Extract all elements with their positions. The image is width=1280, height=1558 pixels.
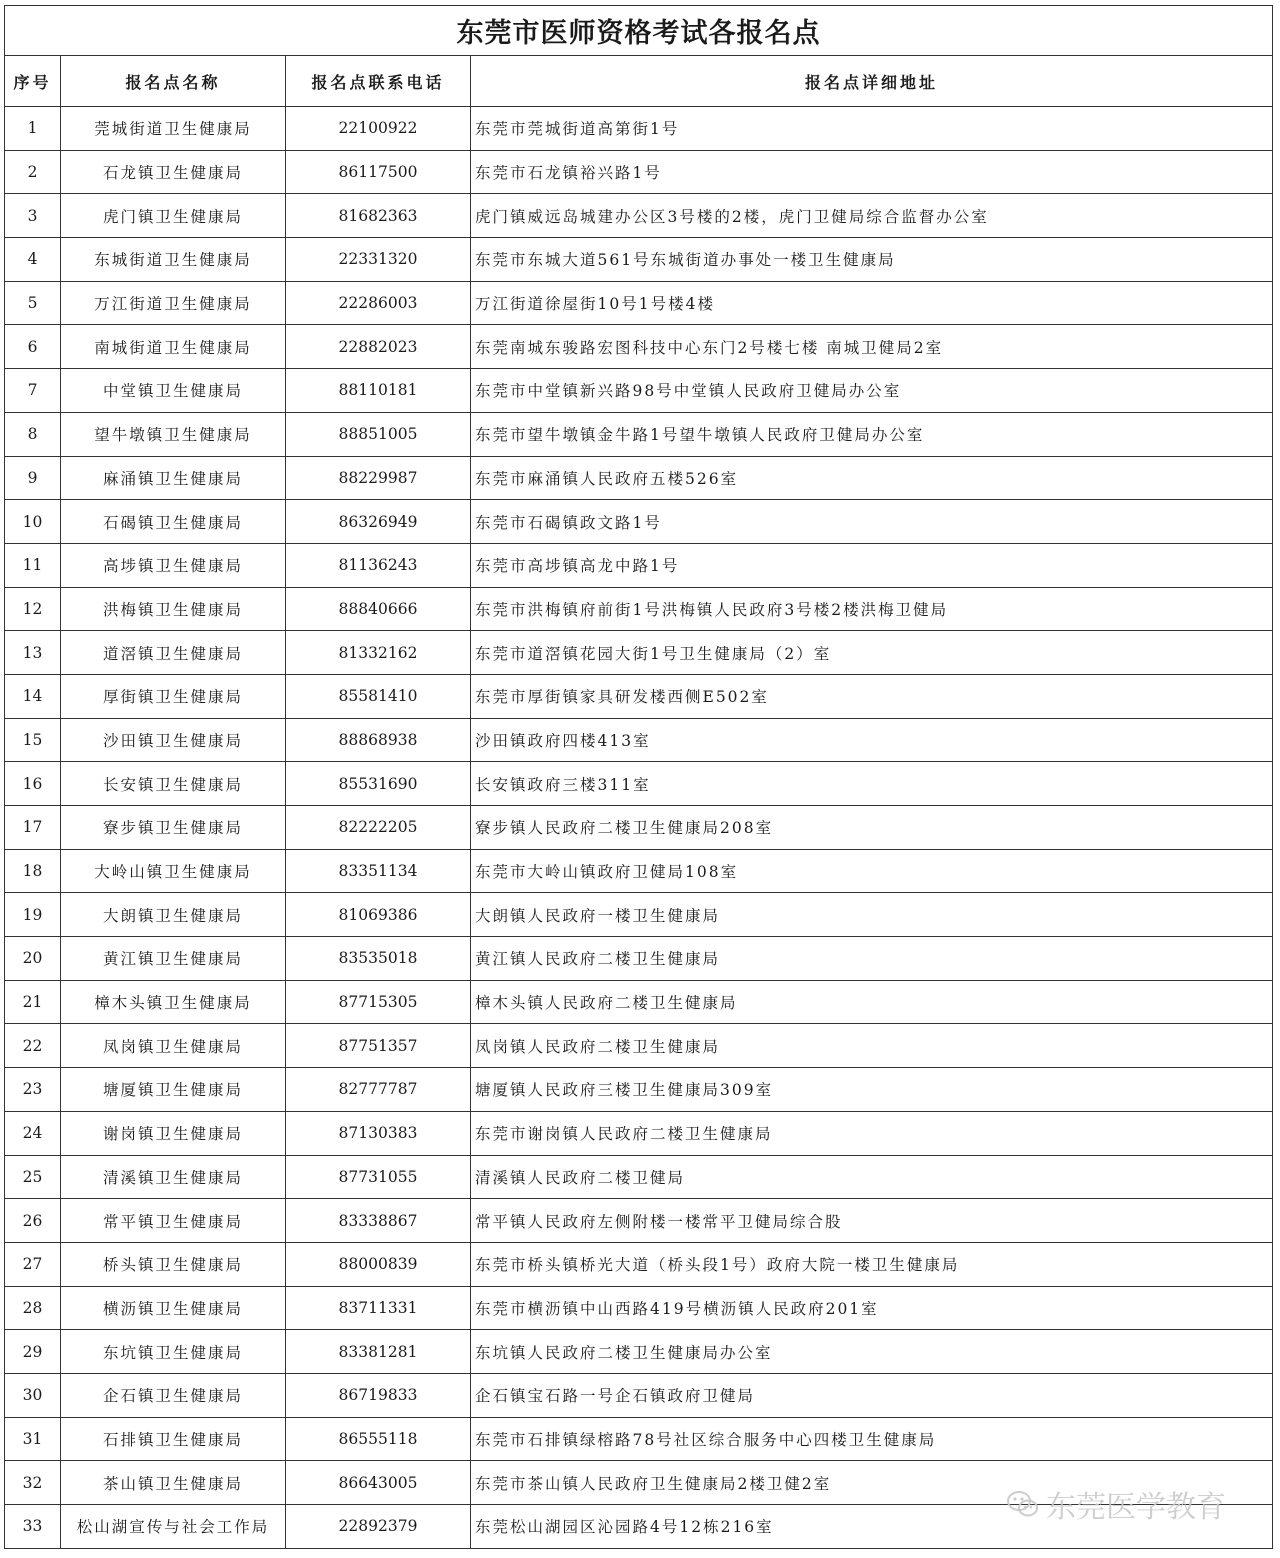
table-row <box>5 718 1273 762</box>
row-index: 7 <box>5 369 61 413</box>
row-index: 9 <box>5 456 61 500</box>
row-phone: 88229987 <box>286 456 471 500</box>
row-phone: 83711331 <box>286 1286 471 1330</box>
row-phone: 86326949 <box>286 500 471 544</box>
row-phone: 85531690 <box>286 762 471 806</box>
row-address: 东莞市莞城街道高第街1号 <box>471 107 1273 151</box>
row-index: 26 <box>5 1199 61 1243</box>
row-index: 18 <box>5 849 61 893</box>
table-row <box>5 194 1273 238</box>
header-phone: 报名点联系电话 <box>286 56 471 107</box>
watermark <box>1006 1484 1226 1524</box>
table-row <box>5 369 1273 413</box>
row-index: 11 <box>5 543 61 587</box>
row-phone: 86555118 <box>286 1417 471 1461</box>
registration-table <box>4 5 1273 1549</box>
row-name: 厚街镇卫生健康局 <box>61 674 286 718</box>
row-phone: 87715305 <box>286 980 471 1024</box>
row-address: 东坑镇人民政府二楼卫生健康局办公室 <box>471 1330 1273 1374</box>
table-row <box>5 456 1273 500</box>
row-index: 33 <box>5 1505 61 1549</box>
row-name: 企石镇卫生健康局 <box>61 1373 286 1417</box>
row-address: 黄江镇人民政府二楼卫生健康局 <box>471 937 1273 981</box>
row-name: 虎门镇卫生健康局 <box>61 194 286 238</box>
table-row <box>5 281 1273 325</box>
row-address: 东莞市石龙镇裕兴路1号 <box>471 150 1273 194</box>
row-address: 清溪镇人民政府二楼卫健局 <box>471 1155 1273 1199</box>
row-index: 8 <box>5 412 61 456</box>
row-name: 石龙镇卫生健康局 <box>61 150 286 194</box>
header-index: 序号 <box>5 56 61 107</box>
row-phone: 86643005 <box>286 1461 471 1505</box>
row-phone: 81332162 <box>286 631 471 675</box>
row-phone: 22331320 <box>286 238 471 282</box>
row-name: 万江街道卫生健康局 <box>61 281 286 325</box>
table-row <box>5 1373 1273 1417</box>
table-row <box>5 1199 1273 1243</box>
row-index: 29 <box>5 1330 61 1374</box>
row-address: 寮步镇人民政府二楼卫生健康局208室 <box>471 806 1273 850</box>
row-address: 沙田镇政府四楼413室 <box>471 718 1273 762</box>
table-row <box>5 1242 1273 1286</box>
row-address: 东莞市茶山镇人民政府卫生健康局2楼卫健2室 <box>471 1461 1273 1505</box>
row-name: 麻涌镇卫生健康局 <box>61 456 286 500</box>
row-address: 东莞松山湖园区沁园路4号12栋216室 <box>471 1505 1273 1549</box>
row-address: 虎门镇威远岛城建办公区3号楼的2楼，虎门卫健局综合监督办公室 <box>471 194 1273 238</box>
row-address: 东莞市麻涌镇人民政府五楼526室 <box>471 456 1273 500</box>
row-phone: 22892379 <box>286 1505 471 1549</box>
row-name: 中堂镇卫生健康局 <box>61 369 286 413</box>
row-index: 28 <box>5 1286 61 1330</box>
row-index: 17 <box>5 806 61 850</box>
row-address: 东莞市中堂镇新兴路98号中堂镇人民政府卫健局办公室 <box>471 369 1273 413</box>
row-index: 6 <box>5 325 61 369</box>
row-address: 塘厦镇人民政府三楼卫生健康局309室 <box>471 1068 1273 1112</box>
header-address: 报名点详细地址 <box>471 56 1273 107</box>
row-name: 常平镇卫生健康局 <box>61 1199 286 1243</box>
table-row <box>5 762 1273 806</box>
table-title: 东莞市医师资格考试各报名点 <box>5 6 1273 56</box>
row-index: 25 <box>5 1155 61 1199</box>
row-phone: 88868938 <box>286 718 471 762</box>
row-name: 桥头镇卫生健康局 <box>61 1242 286 1286</box>
row-phone: 81136243 <box>286 543 471 587</box>
row-address: 东莞市大岭山镇政府卫健局108室 <box>471 849 1273 893</box>
table-row <box>5 1155 1273 1199</box>
row-address: 东莞南城东骏路宏图科技中心东门2号楼七楼 南城卫健局2室 <box>471 325 1273 369</box>
row-index: 10 <box>5 500 61 544</box>
row-index: 31 <box>5 1417 61 1461</box>
row-name: 清溪镇卫生健康局 <box>61 1155 286 1199</box>
row-name: 望牛墩镇卫生健康局 <box>61 412 286 456</box>
row-phone: 88851005 <box>286 412 471 456</box>
row-address: 常平镇人民政府左侧附楼一楼常平卫健局综合股 <box>471 1199 1273 1243</box>
table-row <box>5 412 1273 456</box>
row-name: 茶山镇卫生健康局 <box>61 1461 286 1505</box>
row-address: 东莞市东城大道561号东城街道办事处一楼卫生健康局 <box>471 238 1273 282</box>
row-phone: 22882023 <box>286 325 471 369</box>
row-name: 寮步镇卫生健康局 <box>61 806 286 850</box>
row-phone: 88840666 <box>286 587 471 631</box>
table-row <box>5 674 1273 718</box>
row-address: 东莞市厚街镇家具研发楼西侧E502室 <box>471 674 1273 718</box>
table-row <box>5 325 1273 369</box>
row-name: 大岭山镇卫生健康局 <box>61 849 286 893</box>
row-name: 南城街道卫生健康局 <box>61 325 286 369</box>
row-phone: 82222205 <box>286 806 471 850</box>
table-row <box>5 587 1273 631</box>
row-index: 15 <box>5 718 61 762</box>
row-name: 道滘镇卫生健康局 <box>61 631 286 675</box>
row-address: 东莞市桥头镇桥光大道（桥头段1号）政府大院一楼卫生健康局 <box>471 1242 1273 1286</box>
row-name: 沙田镇卫生健康局 <box>61 718 286 762</box>
table-row <box>5 1286 1273 1330</box>
row-name: 高埗镇卫生健康局 <box>61 543 286 587</box>
table-header-row <box>5 56 1273 107</box>
table-row <box>5 107 1273 151</box>
row-phone: 83351134 <box>286 849 471 893</box>
row-name: 洪梅镇卫生健康局 <box>61 587 286 631</box>
row-phone: 83381281 <box>286 1330 471 1374</box>
row-address: 东莞市道滘镇花园大街1号卫生健康局（2）室 <box>471 631 1273 675</box>
table-row <box>5 1024 1273 1068</box>
row-phone: 81069386 <box>286 893 471 937</box>
row-name: 长安镇卫生健康局 <box>61 762 286 806</box>
row-address: 东莞市横沥镇中山西路419号横沥镇人民政府201室 <box>471 1286 1273 1330</box>
row-address: 东莞市高埗镇高龙中路1号 <box>471 543 1273 587</box>
row-address: 东莞市望牛墩镇金牛路1号望牛墩镇人民政府卫健局办公室 <box>471 412 1273 456</box>
watermark-text: 东莞医学教育 <box>1046 1490 1226 1525</box>
table-row <box>5 806 1273 850</box>
row-name: 樟木头镇卫生健康局 <box>61 980 286 1024</box>
row-address: 东莞市石碣镇政文路1号 <box>471 500 1273 544</box>
table-row <box>5 543 1273 587</box>
row-index: 2 <box>5 150 61 194</box>
table-row <box>5 893 1273 937</box>
table-row <box>5 1068 1273 1112</box>
row-phone: 83338867 <box>286 1199 471 1243</box>
table-row <box>5 631 1273 675</box>
row-address: 万江街道徐屋街10号1号楼4楼 <box>471 281 1273 325</box>
row-name: 大朗镇卫生健康局 <box>61 893 286 937</box>
row-phone: 83535018 <box>286 937 471 981</box>
table-body <box>5 107 1273 1549</box>
header-name: 报名点名称 <box>61 56 286 107</box>
wechat-icon <box>1006 1487 1040 1521</box>
row-index: 19 <box>5 893 61 937</box>
row-index: 5 <box>5 281 61 325</box>
table-row <box>5 1417 1273 1461</box>
row-phone: 88000839 <box>286 1242 471 1286</box>
row-name: 石碣镇卫生健康局 <box>61 500 286 544</box>
table-row <box>5 1111 1273 1155</box>
row-index: 32 <box>5 1461 61 1505</box>
row-address: 东莞市谢岗镇人民政府二楼卫生健康局 <box>471 1111 1273 1155</box>
table-row <box>5 238 1273 282</box>
row-index: 30 <box>5 1373 61 1417</box>
row-phone: 88110181 <box>286 369 471 413</box>
row-index: 3 <box>5 194 61 238</box>
table-row <box>5 849 1273 893</box>
row-index: 16 <box>5 762 61 806</box>
row-index: 12 <box>5 587 61 631</box>
row-name: 横沥镇卫生健康局 <box>61 1286 286 1330</box>
row-phone: 85581410 <box>286 674 471 718</box>
row-phone: 22286003 <box>286 281 471 325</box>
row-name: 塘厦镇卫生健康局 <box>61 1068 286 1112</box>
row-name: 谢岗镇卫生健康局 <box>61 1111 286 1155</box>
table-row <box>5 980 1273 1024</box>
row-address: 东莞市洪梅镇府前街1号洪梅镇人民政府3号楼2楼洪梅卫健局 <box>471 587 1273 631</box>
table-row <box>5 150 1273 194</box>
registration-table-sheet <box>4 5 1272 1549</box>
row-index: 23 <box>5 1068 61 1112</box>
row-address: 长安镇政府三楼311室 <box>471 762 1273 806</box>
row-address: 大朗镇人民政府一楼卫生健康局 <box>471 893 1273 937</box>
row-name: 东坑镇卫生健康局 <box>61 1330 286 1374</box>
row-address: 凤岗镇人民政府二楼卫生健康局 <box>471 1024 1273 1068</box>
table-row <box>5 1330 1273 1374</box>
row-name: 莞城街道卫生健康局 <box>61 107 286 151</box>
row-index: 14 <box>5 674 61 718</box>
row-phone: 22100922 <box>286 107 471 151</box>
row-name: 东城街道卫生健康局 <box>61 238 286 282</box>
row-address: 东莞市石排镇绿榕路78号社区综合服务中心四楼卫生健康局 <box>471 1417 1273 1461</box>
row-phone: 87731055 <box>286 1155 471 1199</box>
row-phone: 86719833 <box>286 1373 471 1417</box>
table-row <box>5 500 1273 544</box>
row-phone: 82777787 <box>286 1068 471 1112</box>
row-index: 24 <box>5 1111 61 1155</box>
row-phone: 87751357 <box>286 1024 471 1068</box>
row-index: 4 <box>5 238 61 282</box>
row-index: 13 <box>5 631 61 675</box>
row-address: 樟木头镇人民政府二楼卫生健康局 <box>471 980 1273 1024</box>
row-phone: 86117500 <box>286 150 471 194</box>
row-name: 黄江镇卫生健康局 <box>61 937 286 981</box>
row-index: 1 <box>5 107 61 151</box>
table-row <box>5 937 1273 981</box>
row-name: 松山湖宣传与社会工作局 <box>61 1505 286 1549</box>
row-name: 石排镇卫生健康局 <box>61 1417 286 1461</box>
row-phone: 87130383 <box>286 1111 471 1155</box>
row-phone: 81682363 <box>286 194 471 238</box>
row-name: 凤岗镇卫生健康局 <box>61 1024 286 1068</box>
row-index: 22 <box>5 1024 61 1068</box>
row-index: 20 <box>5 937 61 981</box>
row-address: 企石镇宝石路一号企石镇政府卫健局 <box>471 1373 1273 1417</box>
row-index: 21 <box>5 980 61 1024</box>
row-index: 27 <box>5 1242 61 1286</box>
